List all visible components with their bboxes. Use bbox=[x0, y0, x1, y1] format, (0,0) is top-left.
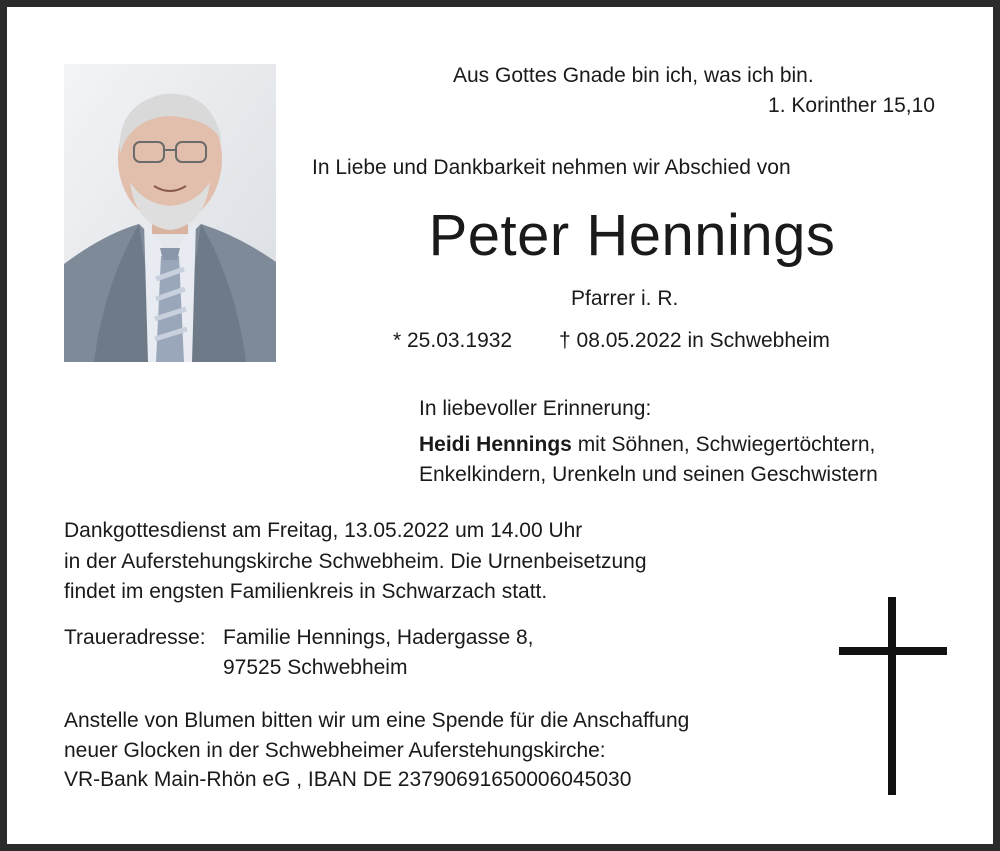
address-line-2: 97525 Schwebheim bbox=[223, 656, 408, 679]
bible-verse-reference: 1. Korinther 15,10 bbox=[768, 94, 935, 117]
donation-line-3: VR-Bank Main-Rhön eG , IBAN DE 23790691650006045030 bbox=[64, 768, 632, 791]
address-line-1: Familie Hennings, Hadergasse 8, bbox=[223, 626, 534, 649]
deceased-name: Peter Hennings bbox=[428, 203, 836, 268]
cross-icon bbox=[839, 597, 947, 795]
death-date: † 08.05.2022 in Schwebheim bbox=[559, 329, 830, 352]
service-line-2: in der Auferstehungskirche Schwebheim. Die Urnenbeisetzung bbox=[64, 550, 647, 573]
cross-horizontal-bar bbox=[839, 647, 947, 655]
mourners-line-2: Enkelkindern, Urenkeln und seinen Geschwistern bbox=[419, 463, 878, 486]
lead-mourner-name: Heidi Hennings bbox=[419, 433, 572, 456]
service-line-3: findet im engsten Familienkreis in Schwarzach statt. bbox=[64, 580, 548, 603]
mourners-line-1-rest: mit Söhnen, Schwiegertöchtern, bbox=[571, 433, 876, 456]
donation-line-2: neuer Glocken in der Schwebheimer Auferstehungskirche: bbox=[64, 739, 606, 762]
address-label: Traueradresse: bbox=[64, 626, 206, 649]
bible-verse: Aus Gottes Gnade bin ich, was ich bin. bbox=[453, 64, 814, 87]
donation-line-1: Anstelle von Blumen bitten wir um eine Spende für die Anschaffung bbox=[64, 709, 690, 732]
cross-vertical-bar bbox=[888, 597, 896, 795]
deceased-title: Pfarrer i. R. bbox=[571, 287, 679, 310]
farewell-intro: In Liebe und Dankbarkeit nehmen wir Abschied von bbox=[312, 156, 791, 179]
service-line-1: Dankgottesdienst am Freitag, 13.05.2022 um 14.00 Uhr bbox=[64, 519, 583, 542]
memory-heading: In liebevoller Erinnerung: bbox=[419, 397, 652, 420]
mourners-line-1 bbox=[419, 434, 875, 455]
birth-date: * 25.03.1932 bbox=[393, 329, 513, 352]
